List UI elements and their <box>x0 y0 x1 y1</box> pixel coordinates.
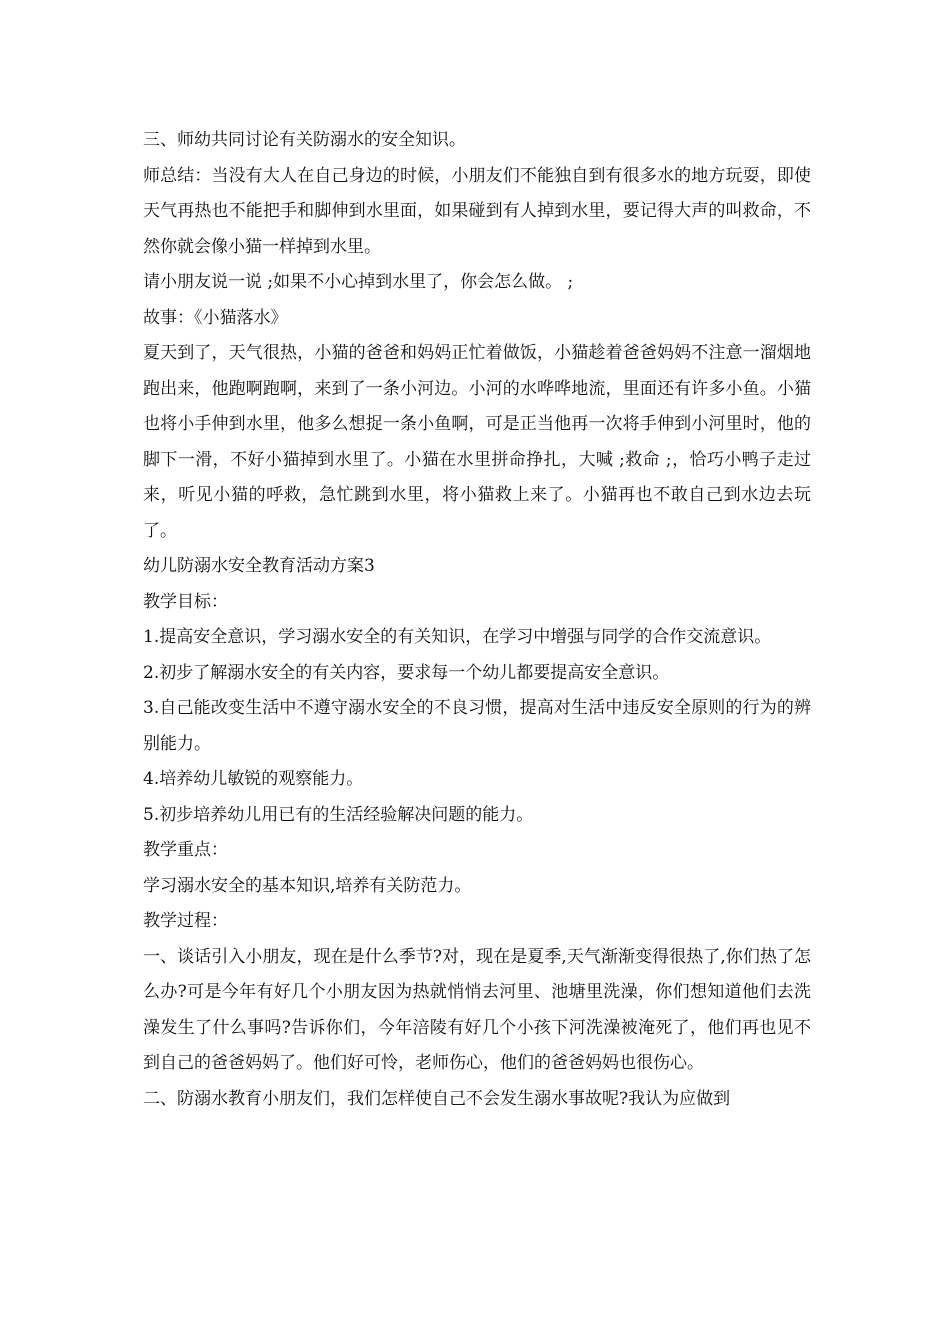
paragraph-key-points-heading: 教学重点： <box>143 840 228 860</box>
paragraph-story-title: 故事：《小猫落水》 <box>143 307 288 328</box>
paragraph-section-three-heading: 三、师幼共同讨论有关防溺水的安全知识。 <box>143 130 466 150</box>
paragraph-goal-2: 2.初步了解溺水安全的有关内容，要求每一个幼儿都要提高安全意识。 <box>143 662 670 683</box>
paragraph-process-heading: 教学过程： <box>143 911 228 931</box>
paragraph-process-step-2: 二、防溺水教育小朋友们，我们怎样使自己不会发生溺水事故呢?我认为应做到 <box>143 1088 731 1109</box>
paragraph-goals-heading: 教学目标： <box>143 591 228 612</box>
paragraph-key-points-text: 学习溺水安全的基本知识,培养有关防范力。 <box>143 875 472 896</box>
paragraph-teacher-summary: 师总结：当没有大人在自己身边的时候，小朋友们不能独自到有很多水的地方玩耍，即使天气再热也不能把手和脚伸到水里面，如果碰到有人掉到水里，要记得大声的叫救命，不然你就会像小猫一样掉到水里。 <box>143 165 811 257</box>
paragraph-ask-children: 请小朋友说一说 ;如果不小心掉到水里了，你会怎么做。 ; <box>143 272 574 292</box>
paragraph-plan-title: 幼儿防溺水安全教育活动方案3 <box>143 556 375 576</box>
paragraph-goal-4: 4.培养幼儿敏锐的观察能力。 <box>143 769 364 789</box>
paragraph-goal-5: 5.初步培养幼儿用已有的生活经验解决问题的能力。 <box>143 804 534 825</box>
paragraph-goal-1: 1.提高安全意识，学习溺水安全的有关知识，在学习中增强与同学的合作交流意识。 <box>143 627 772 647</box>
paragraph-process-step-1: 一、谈话引入小朋友，现在是什么季节?对，现在是夏季,天气渐渐变得很热了,你们热了怎么办?可是今年有好几个小朋友因为热就悄悄去河里、池塘里洗澡，你们想知道他们去洗澡发生了什么事吗?告诉你们，今年涪陵有好几个小孩下河洗澡被淹死了，他们再也见不到自己的爸爸妈妈了。他们好可怜，老师伤心，他们的爸爸妈妈也很伤心。 <box>143 946 811 1073</box>
document-body <box>143 123 811 1117</box>
paragraph-story-text: 夏天到了，天气很热，小猫的爸爸和妈妈正忙着做饭，小猫趁着爸爸妈妈不注意一溜烟地跑出来，他跑啊跑啊，来到了一条小河边。小河的水哗哗地流，里面还有许多小鱼。小猫也将小手伸到水里，他多么想捉一条小鱼啊，可是正当他再一次将手伸到小河里时，他的脚下一滑，不好小猫掉到水里了。小猫在水里拼命挣扎，大喊 ;救命 ;，恰巧小鸭子走过来，听见小猫的呼救，急忙跳到水里，将小猫救上来了。小猫再也不敢自己到水边去玩了。 <box>143 343 811 541</box>
paragraph-goal-3: 3.自己能改变生活中不遵守溺水安全的不良习惯，提高对生活中违反安全原则的行为的辨别能力。 <box>143 698 811 754</box>
